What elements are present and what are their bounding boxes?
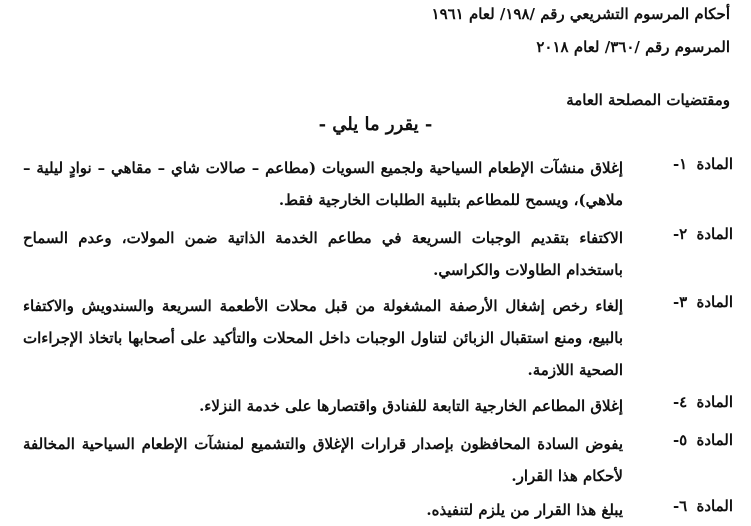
article-label — [638, 222, 733, 246]
reference-line-decree-198: أحكام المرسوم التشريعي رقم /١٩٨/ لعام ١٩٦١ — [431, 5, 730, 23]
article-label — [638, 290, 733, 314]
article-number: ٦- — [672, 497, 688, 515]
article-word: المادة — [696, 431, 733, 449]
article-text: يبلغ هذا القرار من يلزم لتنفيذه. — [426, 501, 623, 519]
article-number: ٥- — [672, 431, 688, 449]
article-word: المادة — [696, 155, 733, 173]
reference-line-decree-360: المرسوم رقم /٣٦٠/ لعام ٢٠١٨ — [536, 38, 730, 56]
article-1 — [23, 152, 733, 216]
article-number: ٤- — [672, 393, 688, 411]
article-word: المادة — [696, 225, 733, 243]
article-2 — [23, 222, 733, 286]
article-word: المادة — [696, 293, 733, 311]
reference-line-public-interest: ومقتضيات المصلحة العامة — [566, 91, 730, 109]
article-label — [638, 428, 733, 452]
article-4 — [23, 390, 733, 422]
article-text: الاكتفاء بتقديم الوجبات السريعة في مطاعم الخدمة الذاتية ضمن المولات، وعدم السماح باستخدام الطاولات والكراسي. — [23, 229, 623, 279]
article-label — [638, 390, 733, 414]
article-word: المادة — [696, 393, 733, 411]
article-3 — [23, 290, 733, 386]
article-label — [638, 152, 733, 176]
decision-title: - يقرر ما يلي - — [318, 114, 433, 135]
article-text: إغلاق منشآت الإطعام السياحية ولجميع السويات (مطاعم – صالات شاي – مقاهي – نوادٍ ليلية – ملاهي)، ويسمح للمطاعم بتلبية الطلبات الخارجية فقط. — [23, 159, 623, 209]
article-word: المادة — [696, 497, 733, 515]
article-number: ٢- — [672, 225, 688, 243]
article-5 — [23, 428, 733, 492]
article-text: إغلاق المطاعم الخارجية التابعة للفنادق واقتصارها على خدمة النزلاء. — [199, 397, 623, 415]
article-number: ١- — [672, 155, 688, 173]
article-6 — [23, 494, 733, 526]
article-number: ٣- — [672, 293, 688, 311]
article-label — [638, 494, 733, 518]
article-text: إلغاء رخص إشغال الأرصفة المشغولة من قبل محلات الأطعمة السريعة والسندويش والاكتفاء بالبيع، ومنع استقبال الزبائن لتناول الوجبات داخل المحلات والتأكيد على أصحابها باتخاذ الإجراءات الصحية اللازمة. — [23, 297, 623, 379]
article-text: يفوض السادة المحافظون بإصدار قرارات الإغلاق والتشميع لمنشآت الإطعام السياحية المخالفة لأحكام هذا القرار. — [23, 435, 623, 485]
